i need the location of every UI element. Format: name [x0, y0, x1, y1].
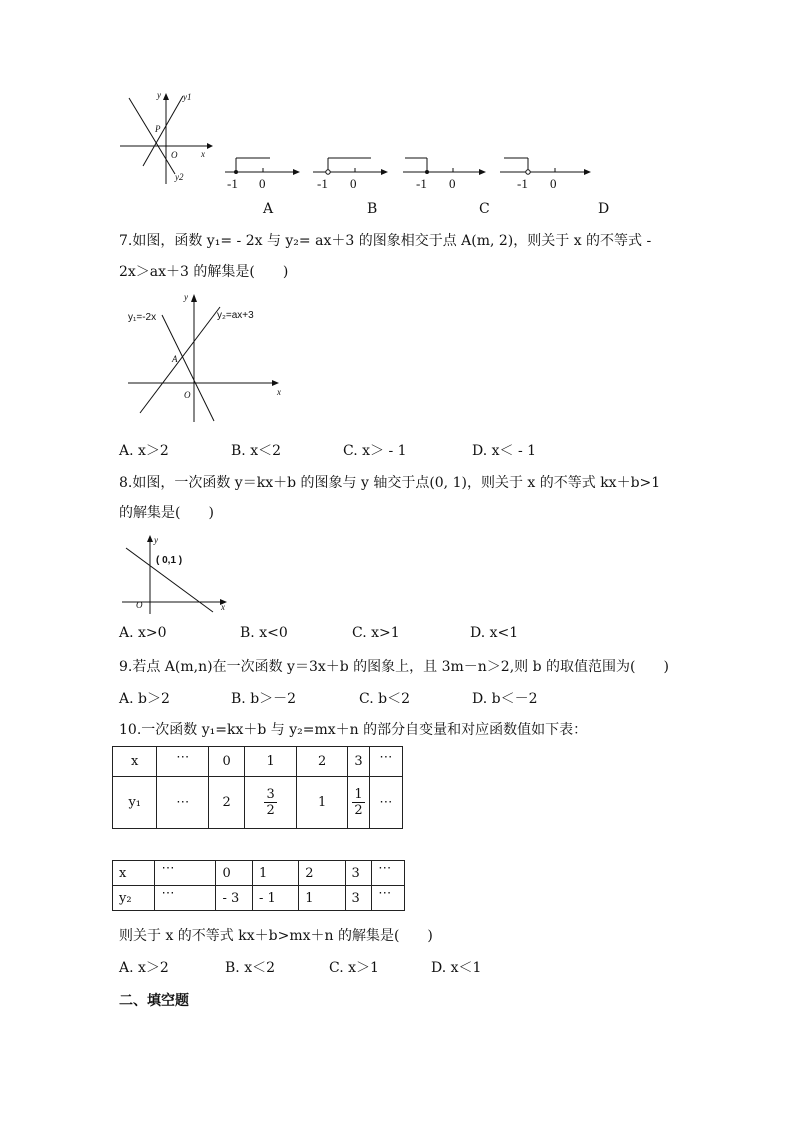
q6-option-letter-a: A: [263, 201, 274, 217]
q10-stem-line-1: 10.一次函数 y₁=kx＋b 与 y₂=mx＋n 的部分自变量和对应函数值如下表：: [119, 722, 588, 738]
q6-a-tick-neg: -1: [227, 176, 238, 191]
q7-stem-line-2: 2x＞ax＋3 的解集是( ): [119, 264, 289, 280]
table-cell: x: [113, 861, 155, 886]
section-heading-fill-blank: 二、填空题: [119, 993, 189, 1009]
q6-axis-x-label: x: [201, 149, 205, 159]
q9-stem: 9.若点 A(m,n)在一次函数 y＝3x＋b 的图象上，且 3m－n＞2,则 b 的取值范围为( ): [119, 659, 669, 675]
table-cell: ⋯: [155, 861, 216, 886]
table-cell: 2: [208, 777, 244, 829]
table-cell: ⋯: [372, 886, 405, 911]
table-cell: 0: [216, 861, 253, 886]
q6-point-p-label: P: [155, 124, 161, 134]
table-cell: ⋯: [372, 861, 405, 886]
table-cell: ⋯: [157, 747, 209, 777]
fraction-3-2: [264, 787, 276, 818]
q7-option-b[interactable]: B. x＜2: [231, 443, 281, 459]
q8-option-a[interactable]: A. x>0: [119, 625, 167, 641]
fraction-denominator: 2: [354, 803, 363, 818]
q8-option-d[interactable]: D. x<1: [470, 625, 519, 641]
table-cell: 3: [345, 861, 372, 886]
q6-a-tick-zero: 0: [259, 176, 266, 191]
q8-origin-label: O: [136, 600, 143, 610]
q8-axis-x-label: x: [221, 602, 225, 612]
q10-table-y2: [112, 860, 405, 911]
q10-option-d[interactable]: D. x＜1: [431, 960, 482, 976]
q6-d-tick-neg: -1: [517, 176, 528, 191]
q8-coordinate-figure: [118, 532, 238, 617]
q8-point-label: ( 0,1 ): [156, 555, 183, 566]
q9-option-a[interactable]: A. b＞2: [119, 691, 170, 707]
table-cell: 1: [252, 861, 298, 886]
table-cell: y₁: [113, 777, 157, 829]
table-cell: 1: [299, 886, 345, 911]
q8-axis-y-label: y: [154, 535, 158, 545]
q6-y2-label: y2: [175, 172, 184, 182]
q7-y1-label: y₁=-2x: [128, 312, 157, 323]
table-cell: y₂: [113, 886, 155, 911]
table-cell: 3: [345, 886, 372, 911]
q10-option-c[interactable]: C. x＞1: [329, 960, 379, 976]
q8-stem-line-1: 8.如图，一次函数 y＝kx＋b 的图象与 y 轴交于点(0, 1)，则关于 x 的不等式 kx＋b>1: [119, 475, 661, 491]
q6-number-line-a: [225, 150, 305, 195]
table-cell: ⋯: [369, 777, 402, 829]
q10-option-a[interactable]: A. x＞2: [119, 960, 169, 976]
q8-option-b[interactable]: B. x<0: [240, 625, 288, 641]
table-cell: 1: [296, 777, 348, 829]
table-cell: - 3: [216, 886, 253, 911]
q7-point-a-label: A: [172, 354, 178, 364]
q6-axis-y-label: y: [157, 90, 161, 100]
table-cell: x: [113, 747, 157, 777]
q10-stem-line-2: 则关于 x 的不等式 kx＋b>mx＋n 的解集是( ): [119, 928, 433, 944]
q6-number-line-d: [500, 150, 595, 195]
table-cell: 2: [296, 747, 348, 777]
q6-c-tick-neg: -1: [416, 176, 427, 191]
table-cell: - 1: [252, 886, 298, 911]
q10-option-b[interactable]: B. x＜2: [225, 960, 275, 976]
table-cell: 3: [348, 747, 369, 777]
q6-b-tick-zero: 0: [350, 176, 357, 191]
table-cell: 0: [208, 747, 244, 777]
q7-axis-y-label: y: [184, 292, 188, 302]
q6-option-letter-b: B: [367, 201, 378, 217]
fraction-numerator: 3: [266, 787, 275, 802]
q7-stem-line-1: 7.如图，函数 y₁= - 2x 与 y₂= ax＋3 的图象相交于点 A(m, 2)，则关于 x 的不等式 -: [119, 233, 652, 249]
q7-origin-label: O: [184, 390, 191, 400]
table-cell: ⋯: [369, 747, 402, 777]
q7-axis-x-label: x: [277, 387, 281, 397]
fraction-1-2: [352, 787, 364, 818]
q6-option-letter-c: C: [479, 201, 490, 217]
q6-origin-label: O: [171, 150, 178, 160]
q9-option-b[interactable]: B. b＞－2: [231, 691, 297, 707]
q6-y1-label: y1: [183, 92, 192, 102]
q7-option-c[interactable]: C. x＞ - 1: [343, 443, 407, 459]
q6-option-letter-d: D: [598, 201, 610, 217]
table-cell-fraction: [245, 777, 297, 829]
q8-option-c[interactable]: C. x>1: [352, 625, 400, 641]
q9-option-d[interactable]: D. b＜－2: [472, 691, 538, 707]
q7-y2-label: y₂=ax+3: [217, 310, 254, 321]
table-cell: 2: [299, 861, 345, 886]
q6-b-tick-neg: -1: [317, 176, 328, 191]
q7-option-a[interactable]: A. x＞2: [119, 443, 169, 459]
fraction-denominator: 2: [266, 803, 275, 818]
q10-table-y1: [112, 746, 403, 829]
q8-stem-line-2: 的解集是( ): [119, 505, 214, 521]
fraction-numerator: 1: [354, 787, 363, 802]
table-cell: ⋯: [155, 886, 216, 911]
q6-number-line-b: [313, 150, 393, 195]
table-cell-fraction: [348, 777, 369, 829]
q6-coordinate-figure: [115, 88, 215, 188]
q9-option-c[interactable]: C. b＜2: [359, 691, 410, 707]
q7-coordinate-figure: [122, 290, 292, 430]
q6-number-line-c: [403, 150, 488, 195]
q7-option-d[interactable]: D. x＜ - 1: [472, 443, 537, 459]
table-cell: ⋯: [157, 777, 209, 829]
table-cell: 1: [245, 747, 297, 777]
q6-c-tick-zero: 0: [449, 176, 456, 191]
q6-d-tick-zero: 0: [550, 176, 557, 191]
